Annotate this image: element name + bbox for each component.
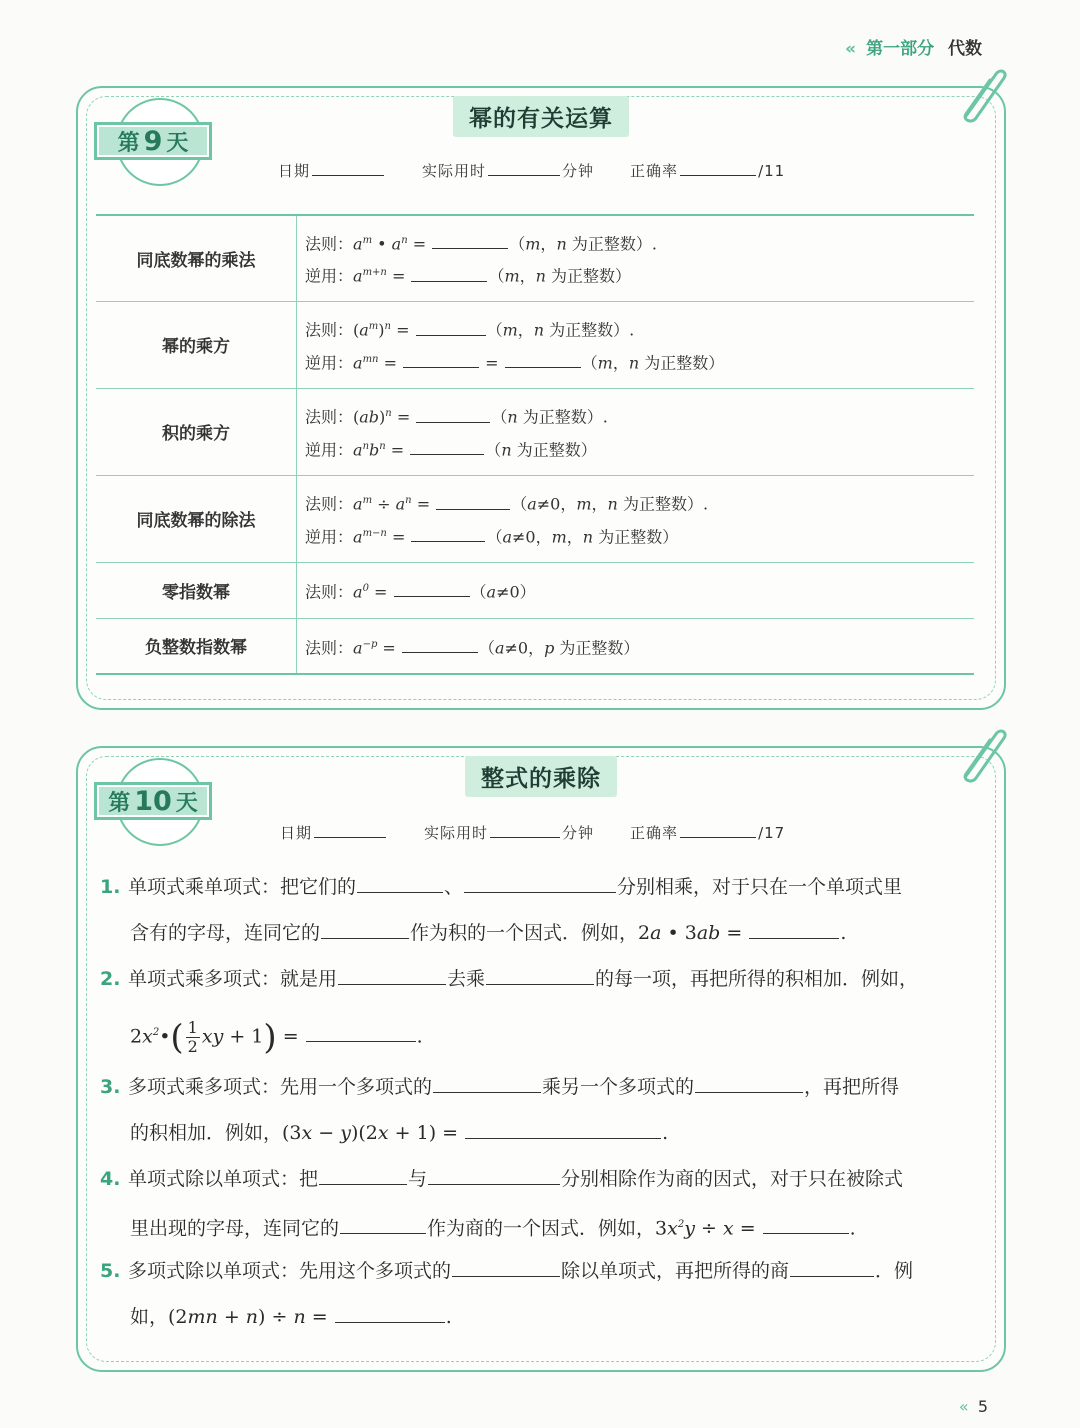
answer-blank[interactable]: [433, 1074, 541, 1093]
time-field: [422, 160, 594, 181]
time-unit: 分钟: [562, 824, 595, 842]
row-body: [297, 475, 975, 562]
answer-blank[interactable]: [321, 920, 409, 939]
day10-panel: [76, 746, 1006, 1372]
list-item-continued: $2x^2•$( $\frac{1}{2}$ xy + 1) = .: [130, 1017, 423, 1058]
list-item: 5. 多项式除以单项式：先用这个多项式的 除以单项式，再把所得的商 ．例: [100, 1248, 990, 1294]
reverse-line: 逆用：$a^{m-n} = (a\ne 0$，m，n 为正整数）: [305, 526, 679, 546]
row-name: 同底数幂的除法: [96, 475, 297, 562]
paperclip-icon: [954, 64, 1010, 126]
accuracy-label: 正确率: [630, 162, 679, 180]
accuracy-field: [630, 822, 785, 843]
list-item: 2. 单项式乘多项式：就是用 去乘 的每一项，再把所得的积相加．例如，: [100, 956, 990, 1002]
page-number: 5: [977, 1397, 988, 1416]
page-header: [845, 34, 982, 59]
answer-blank[interactable]: [411, 527, 485, 542]
table-row: [96, 388, 974, 475]
answer-blank[interactable]: [340, 1215, 426, 1234]
answer-blank[interactable]: [432, 234, 508, 249]
reverse-line: 逆用：$a^nb^n = (n$ 为正整数）: [305, 439, 597, 459]
table-row: [96, 301, 974, 388]
badge-label: [94, 122, 212, 160]
item-number: 5.: [100, 1260, 121, 1282]
list-item: 1. 单项式乘单项式：把它们的 、 分别相乘，对于只在一个单项式里: [100, 864, 990, 910]
answer-blank[interactable]: [749, 920, 839, 939]
badge-prefix: 第: [117, 130, 140, 156]
answer-blank[interactable]: [790, 1258, 874, 1277]
rule-line: 法则：$a^m \div a^n = (a\ne 0$，m，n 为正整数）.: [305, 494, 709, 514]
accuracy-field: [630, 160, 785, 181]
badge-suffix: 天: [166, 130, 189, 156]
row-name: 积的乘方: [96, 388, 297, 475]
accuracy-total: /11: [758, 162, 786, 180]
rule-line: 法则：$a^0 = (a\ne 0)$: [305, 582, 536, 602]
answer-blank[interactable]: [416, 321, 486, 336]
answer-blank[interactable]: [306, 1023, 416, 1042]
question-list: [100, 864, 990, 1340]
time-label: 实际用时: [422, 162, 487, 180]
row-name: 零指数幂: [96, 562, 297, 618]
answer-blank[interactable]: [486, 966, 594, 985]
fraction: $\frac{1}{2}$: [187, 1017, 198, 1056]
table-row: [96, 475, 974, 562]
paperclip-icon: [954, 724, 1010, 786]
item-number: 4.: [100, 1168, 121, 1190]
row-body: [297, 215, 975, 301]
answer-blank[interactable]: [410, 440, 484, 455]
list-item: 3. 多项式乘多项式：先用一个多项式的 乘另一个多项式的 ，再把所得: [100, 1064, 990, 1110]
badge-label: [94, 782, 212, 820]
time-blank[interactable]: [490, 823, 560, 838]
date-label: 日期: [278, 162, 311, 180]
answer-blank[interactable]: [763, 1215, 849, 1234]
chevron-left-icon: «: [845, 39, 857, 59]
part-label: 第一部分: [866, 39, 935, 59]
table-row: [96, 618, 974, 674]
answer-blank[interactable]: [319, 1166, 407, 1185]
row-body: [297, 301, 975, 388]
answer-blank[interactable]: [464, 874, 616, 893]
day9-panel: [76, 86, 1006, 710]
list-item-continued: 的积相加．例如，(3x − y)(2x + 1) = .: [130, 1122, 669, 1144]
accuracy-total: /17: [758, 824, 786, 842]
answer-blank[interactable]: [403, 353, 479, 368]
list-item-continued: 如，(2mn + n) ÷ n = .: [130, 1306, 452, 1328]
reverse-line: 逆用：$a^{m+n} = (m$，n 为正整数）: [305, 266, 632, 286]
rules-table: [96, 214, 974, 675]
answer-blank[interactable]: [465, 1120, 661, 1139]
answer-blank[interactable]: [436, 495, 510, 510]
day10-meta-row: [280, 822, 785, 843]
accuracy-blank[interactable]: [680, 823, 756, 838]
answer-blank[interactable]: [335, 1304, 445, 1323]
chevron-left-icon: «: [958, 1397, 969, 1416]
list-item: 4. 单项式除以单项式：把 与 分别相除作为商的因式，对于只在被除式: [100, 1156, 990, 1202]
date-field: [280, 822, 388, 843]
date-label: 日期: [280, 824, 313, 842]
date-blank[interactable]: [314, 823, 386, 838]
row-name: 同底数幂的乘法: [96, 215, 297, 301]
answer-blank[interactable]: [411, 267, 487, 282]
row-name: 负整数指数幂: [96, 618, 297, 674]
time-label: 实际用时: [424, 824, 489, 842]
time-unit: 分钟: [562, 162, 595, 180]
section-title: 整式的乘除: [465, 756, 617, 797]
answer-blank[interactable]: [394, 582, 470, 597]
answer-blank[interactable]: [428, 1166, 560, 1185]
day-badge: [94, 758, 224, 858]
time-blank[interactable]: [488, 161, 560, 176]
table-row: [96, 215, 974, 301]
item-number: 2.: [100, 968, 121, 990]
date-blank[interactable]: [312, 161, 384, 176]
badge-suffix: 天: [175, 790, 198, 816]
page-footer: [959, 1397, 988, 1416]
list-item-continued: 里出现的字母，连同它的 作为商的一个因式．例如，$3x^2y \div x$ = .: [130, 1217, 856, 1240]
row-body: [297, 562, 975, 618]
subject-label: 代数: [948, 39, 982, 59]
table-row: [96, 562, 974, 618]
answer-blank[interactable]: [452, 1258, 560, 1277]
row-name: 幂的乘方: [96, 301, 297, 388]
answer-blank[interactable]: [695, 1074, 803, 1093]
accuracy-label: 正确率: [630, 824, 679, 842]
section-title: 幂的有关运算: [453, 96, 629, 137]
badge-number: 9: [143, 125, 163, 157]
rule-line: 法则：(ab)$^n$ = （n 为正整数）.: [305, 407, 608, 427]
badge-prefix: 第: [108, 790, 131, 816]
answer-blank[interactable]: [357, 874, 443, 893]
answer-blank[interactable]: [338, 966, 446, 985]
rule-line: 法则：$a^{-p} = (a\ne 0$，p 为正整数）: [305, 637, 640, 657]
day9-meta-row: [278, 160, 785, 181]
list-item-continued: 含有的字母，连同它的 作为积的一个因式．例如，2a • 3ab = .: [130, 922, 847, 944]
time-field: [424, 822, 594, 843]
date-field: [278, 160, 386, 181]
rule-line: 法则：$a^m$ • $a^n = (m$，n 为正整数）.: [305, 234, 657, 254]
row-body: [297, 388, 975, 475]
day-badge: [94, 98, 224, 198]
badge-number: 10: [134, 785, 172, 817]
item-number: 1.: [100, 876, 121, 898]
row-body: [297, 618, 975, 674]
answer-blank[interactable]: [505, 353, 581, 368]
item-number: 3.: [100, 1076, 121, 1098]
rule-line: 法则：$(a^m)^n = (m$，n 为正整数）.: [305, 320, 635, 340]
reverse-line: 逆用：$a^{mn}$ = = （m，n 为正整数）: [305, 352, 725, 372]
answer-blank[interactable]: [416, 408, 490, 423]
answer-blank[interactable]: [402, 638, 478, 653]
accuracy-blank[interactable]: [680, 161, 756, 176]
